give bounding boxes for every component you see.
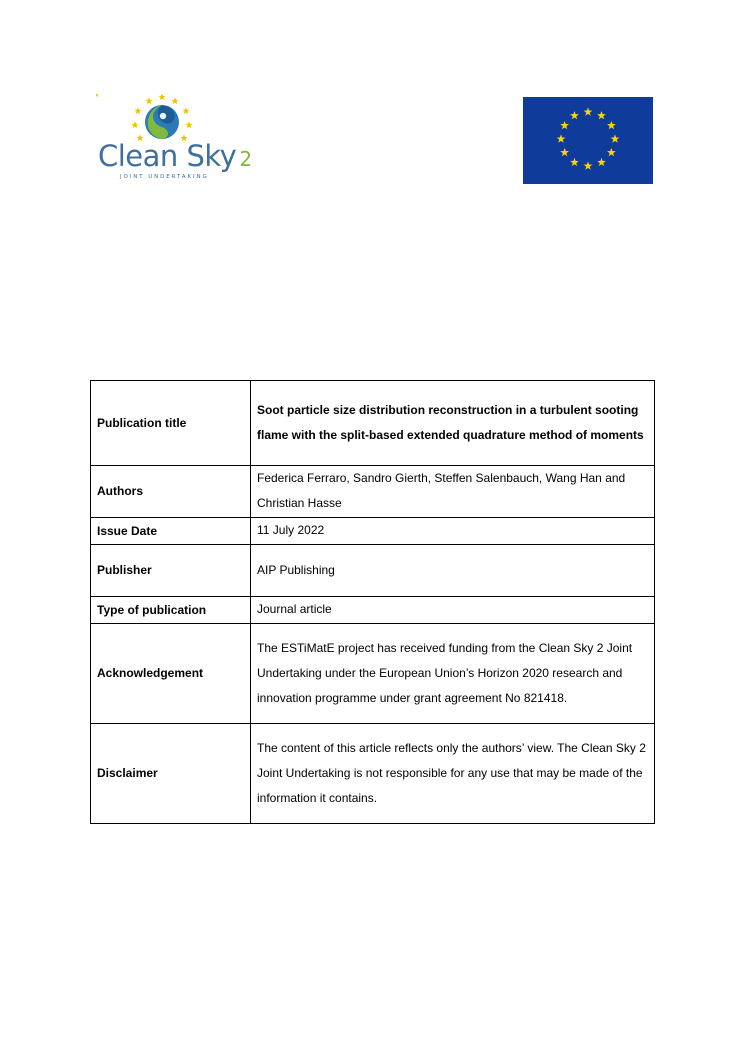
eu-flag-icon (523, 97, 653, 184)
clean-sky-logo (96, 94, 252, 186)
clean-sky-emblem-icon (96, 94, 244, 144)
disclaimer-label: Disclaimer (91, 724, 251, 824)
issue-date-value: 11 July 2022 (251, 518, 655, 545)
table-row (91, 518, 655, 545)
publisher-value: AIP Publishing (251, 545, 655, 597)
clean-sky-wordmark: Clean Sky (98, 139, 237, 173)
clean-sky-number: 2 (239, 147, 252, 171)
type-of-publication-value: Journal article (251, 597, 655, 624)
acknowledgement-value: The ESTiMatE project has received funding from the Clean Sky 2 Joint Undertaking under the European Union’s Horizon 2020 research and innovation programme under grant agreement No 821418. (251, 624, 655, 724)
acknowledgement-label: Acknowledgement (91, 624, 251, 724)
table-row (91, 381, 655, 466)
table-row (91, 597, 655, 624)
type-of-publication-label: Type of publication (91, 597, 251, 624)
authors-value: Federica Ferraro, Sandro Gierth, Steffen Salenbauch, Wang Han and Christian Hasse (251, 466, 655, 518)
publisher-label: Publisher (91, 545, 251, 597)
table-row (91, 724, 655, 824)
table-row (91, 624, 655, 724)
clean-sky-subtitle: JOINT UNDERTAKING (120, 174, 209, 180)
issue-date-label: Issue Date (91, 518, 251, 545)
publication-title-value: Soot particle size distribution reconstruction in a turbulent sooting flame with the split-based extended quadrature method of moments (251, 381, 655, 466)
table-row (91, 466, 655, 518)
disclaimer-value: The content of this article reflects only the authors’ view. The Clean Sky 2 Joint Undertaking is not responsible for any use that may be made of the information it contains. (251, 724, 655, 824)
publication-title-label: Publication title (91, 381, 251, 466)
table-row (91, 545, 655, 597)
publication-info-table (90, 380, 655, 824)
authors-label: Authors (91, 466, 251, 518)
